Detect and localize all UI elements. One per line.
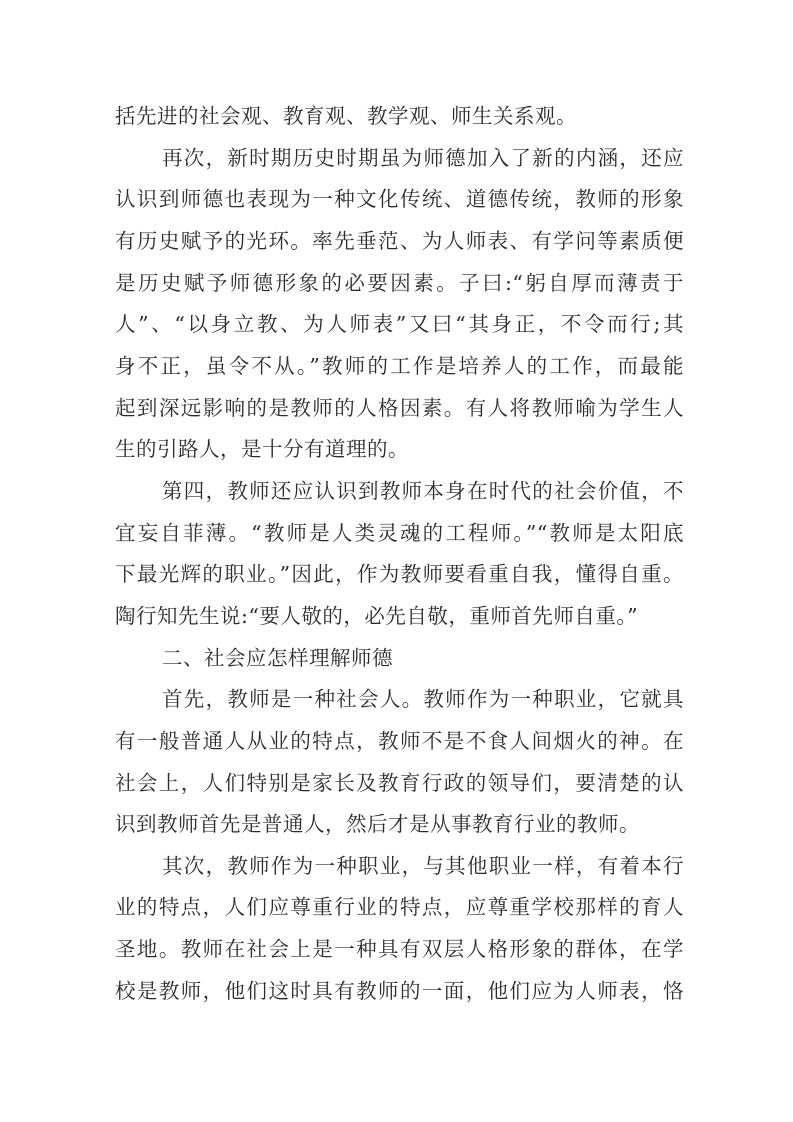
text-line: 认识到师德也表现为一种文化传统、道德传统，教师的形象 bbox=[115, 187, 684, 212]
text-line: 识到教师首先是普通人，然后才是从事教育行业的教师。 bbox=[115, 812, 640, 837]
text-block bbox=[115, 96, 684, 1012]
text-line: 生的引路人，是十分有道理的。 bbox=[115, 437, 409, 462]
text-line: 人”、“以身立教、为人师表”又曰“其身正，不令而行;其 bbox=[115, 312, 684, 337]
text-line: 首先，教师是一种社会人。教师作为一种职业，它就具 bbox=[162, 687, 684, 712]
text-line: 宜妄自菲薄。“教师是人类灵魂的工程师。”“教师是太阳底 bbox=[115, 520, 684, 545]
text-line: 社会上，人们特别是家长及教育行政的领导们，要清楚的认 bbox=[115, 770, 684, 795]
text-line: 第四，教师还应认识到教师本身在时代的社会价值，不 bbox=[162, 478, 684, 503]
text-line: 二、社会应怎样理解师德 bbox=[162, 645, 393, 670]
text-line: 括先进的社会观、教育观、教学观、师生关系观。 bbox=[115, 104, 577, 128]
text-line: 圣地。教师在社会上是一种具有双层人格形象的群体，在学 bbox=[115, 937, 684, 962]
text-line: 起到深远影响的是教师的人格因素。有人将教师喻为学生人 bbox=[115, 395, 684, 420]
text-line: 其次，教师作为一种职业，与其他职业一样，有着本行 bbox=[162, 853, 684, 878]
text-line: 业的特点，人们应尊重行业的特点，应尊重学校那样的育人 bbox=[115, 895, 684, 920]
text-line: 陶行知先生说:“要人敬的，必先自敬，重师首先师自重。” bbox=[115, 603, 639, 628]
text-line: 是历史赋予师德形象的必要因素。子曰:“躬自厚而薄责于 bbox=[115, 270, 684, 295]
text-line: 下最光辉的职业。”因此，作为教师要看重自我，懂得自重。 bbox=[115, 562, 684, 587]
text-line: 有一般普通人从业的特点，教师不是不食人间烟火的神。在 bbox=[115, 728, 684, 753]
text-line: 有历史赋予的光环。率先垂范、为人师表、有学问等素质便 bbox=[115, 228, 684, 253]
text-line: 校是教师，他们这时具有教师的一面，他们应为人师表，恪 bbox=[115, 978, 684, 1003]
text-line: 再次，新时期历史时期虽为师德加入了新的内涵，还应 bbox=[162, 145, 684, 170]
text-line: 身不正，虽令不从。”教师的工作是培养人的工作，而最能 bbox=[115, 353, 684, 378]
